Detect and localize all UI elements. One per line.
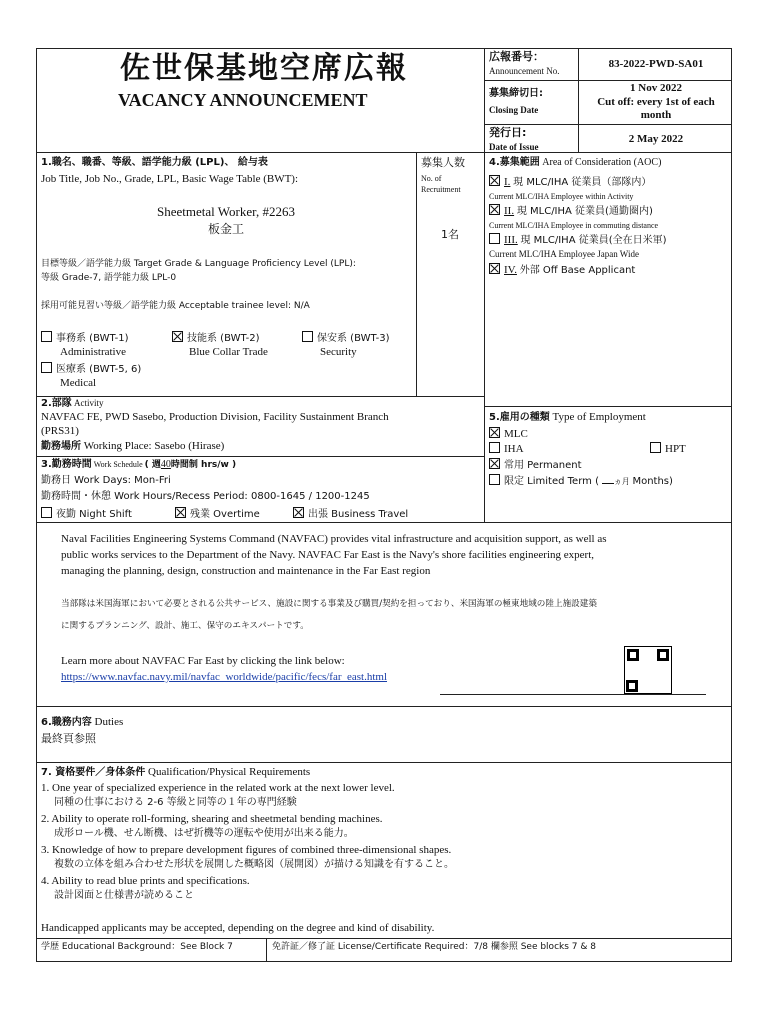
checked-box-icon[interactable] — [293, 507, 304, 518]
aoc-option-iv[interactable]: IV. 外部 Off Base Applicant — [489, 263, 635, 277]
announcement-no: 83-2022-PWD-SA01 — [608, 58, 704, 70]
bwt3-option[interactable]: 保安系 (BWT-3) — [302, 331, 390, 345]
checkbox-icon[interactable] — [489, 442, 500, 453]
announcement-no-label: 広報番号： — [489, 50, 544, 63]
working-place: 勤務場所 Working Place: Sasebo (Hirase) — [41, 440, 225, 452]
block7-heading: 7. 資格要件／身体条件 Qualification/Physical Requirements — [41, 766, 311, 778]
qualification-item: 4. Ability to read blue prints and specifications. — [41, 875, 250, 887]
checked-box-icon[interactable] — [489, 263, 500, 274]
block5-heading: 5.雇用の種類 Type of Employment — [489, 411, 646, 423]
checked-box-icon[interactable] — [489, 175, 500, 186]
title-jp: 佐世保基地空席広報 — [120, 51, 408, 86]
checked-box-icon[interactable] — [172, 331, 183, 342]
travel-option[interactable]: 出張 Business Travel — [293, 507, 408, 521]
aoc-option-iii[interactable]: III. 現 MLC/IHA 従業員(全在日米軍) — [489, 233, 667, 247]
block1-heading: 1.職名、職番、等級、語学能力級 (LPL)、 給与表 — [41, 157, 268, 168]
checkbox-icon[interactable] — [41, 331, 52, 342]
trainee-level: 採用可能見習い等級／語学能力級 Acceptable trainee level: N/A — [41, 301, 310, 311]
checkbox-icon[interactable] — [489, 474, 500, 485]
closing-date: 1 Nov 2022 — [630, 82, 682, 94]
recruit-count: 1名 — [441, 228, 459, 241]
permanent-option[interactable]: 常用 Permanent — [489, 458, 582, 472]
mlc-option[interactable]: MLC — [489, 427, 528, 441]
checked-box-icon[interactable] — [489, 427, 500, 438]
license-required: 免許証／修了証 License/Certificate Required：7/8 欄参照 See blocks 7 & 8 — [272, 942, 596, 952]
duties-body: 最終頁参照 — [41, 732, 96, 745]
info-paragraph-jp-1: 当部隊は米国海軍において必要とされる公共サービス、施設に関する事業及び購買/契約を担っており、米国海軍の極東地域の陸上施設建築 — [61, 599, 597, 609]
navfac-link[interactable]: https://www.navfac.navy.mil/navfac_worldwide/pacific/fecs/far_east.html — [61, 671, 388, 683]
bwt5-option[interactable]: 医療系 (BWT-5, 6) — [41, 362, 141, 376]
work-hours: 勤務時間・休憩 Work Hours/Recess Period: 0800-1645 / 1200-1245 — [41, 491, 370, 502]
education-background: 学歴 Educational Background：See Block 7 — [41, 942, 233, 952]
work-days: 勤務日 Work Days: Mon-Fri — [41, 475, 171, 486]
activity-line1: NAVFAC FE, PWD Sasebo, Production Division, Facility Sustainment Branch — [41, 411, 389, 423]
bwt1-option[interactable]: 事務系 (BWT-1) — [41, 331, 129, 345]
title-en: VACANCY ANNOUNCEMENT — [118, 90, 368, 110]
checked-box-icon[interactable] — [175, 507, 186, 518]
link-intro: Learn more about NAVFAC Far East by clicking the link below: — [61, 655, 345, 667]
qualification-item: 3. Knowledge of how to prepare development figures of combined three-dimensional shapes. — [41, 844, 452, 856]
issue-date: 2 May 2022 — [628, 133, 684, 145]
overtime-option[interactable]: 残業 Overtime — [175, 507, 260, 521]
job-title: Sheetmetal Worker, #2263 — [157, 204, 295, 219]
checked-box-icon[interactable] — [489, 458, 500, 469]
recruit-label: 募集人数 — [421, 156, 465, 169]
job-title-jp: 板金工 — [207, 222, 244, 236]
limited-term-option[interactable]: 限定 Limited Term ( ヵ月 Months) — [489, 474, 673, 488]
checkbox-icon[interactable] — [41, 362, 52, 373]
checkbox-icon[interactable] — [650, 442, 661, 453]
checkbox-icon[interactable] — [41, 507, 52, 518]
checkbox-icon[interactable] — [489, 233, 500, 244]
header-divider — [484, 48, 485, 152]
block4-heading: 4.募集範囲 Area of Consideration (AOC) — [489, 157, 662, 168]
qualification-item: 1. One year of specialized experience in the related work at the next lower level. — [41, 782, 395, 794]
checkbox-icon[interactable] — [302, 331, 313, 342]
block2-heading: 2.部隊 Activity — [41, 398, 104, 409]
qualification-item: 2. Ability to operate roll-forming, shearing and sheetmetal bending machines. — [41, 813, 383, 825]
iha-option[interactable]: IHA — [489, 442, 524, 456]
block3-heading: 3.勤務時間 Work Schedule ( 週40時間制 hrs/w ) — [41, 459, 237, 470]
issue-date-label: 発行日: — [489, 126, 527, 139]
closing-cutoff: Cut off: every 1st of each month — [597, 96, 715, 122]
info-paragraph-en-1: Naval Facilities Engineering Systems Command (NAVFAC) provides vital infrastructure and acquisition support, as well as — [61, 533, 607, 545]
bwt2-option[interactable]: 技能系 (BWT-2) — [172, 331, 260, 345]
aoc-option-ii[interactable]: II. 現 MLC/IHA 従業員(通勤圏内) — [489, 204, 653, 218]
handicap-note: Handicapped applicants may be accepted, depending on the degree and kind of disability. — [41, 922, 435, 934]
block6-heading: 6.職務内容 Duties — [41, 716, 124, 728]
checked-box-icon[interactable] — [489, 204, 500, 215]
aoc-option-i[interactable]: I. 現 MLC/IHA 従業員（部隊内） — [489, 175, 651, 189]
night-shift-option[interactable]: 夜勤 Night Shift — [41, 507, 132, 521]
hpt-option[interactable]: HPT — [650, 442, 686, 456]
closing-date-label: 募集締切日: — [489, 88, 543, 99]
